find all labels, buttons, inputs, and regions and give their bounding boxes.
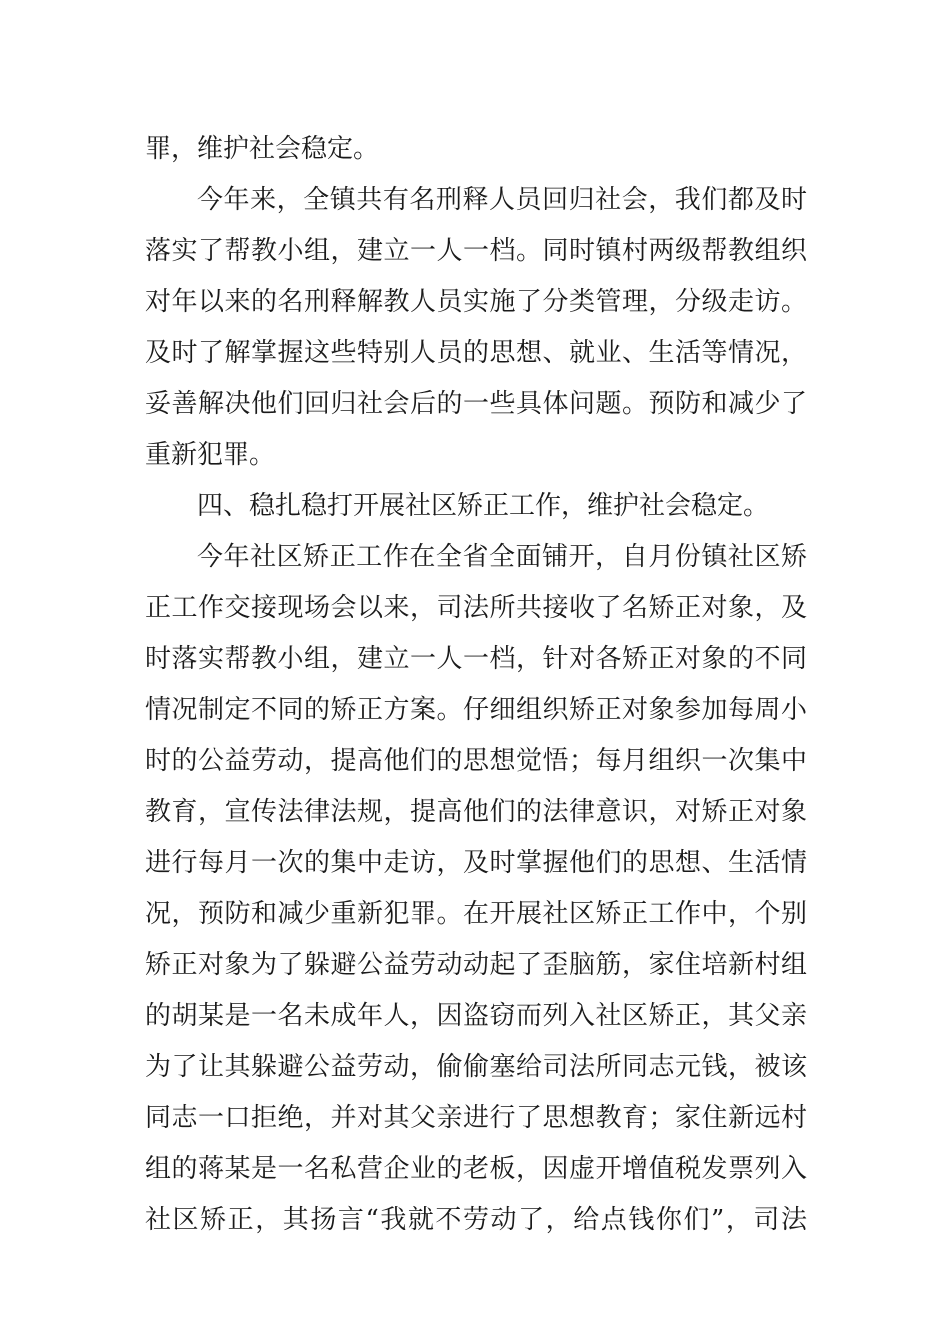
text-line: 同志一口拒绝，并对其父亲进行了思想教育；家住新远村 [145, 1103, 807, 1133]
text-line: 进行每月一次的集中走访，及时掌握他们的思想、生活情 [145, 848, 807, 878]
text-line: 时落实帮教小组，建立一人一档，针对各矫正对象的不同 [145, 644, 807, 674]
text-line: 重新犯罪。 [145, 440, 276, 470]
text-line: 矫正对象为了躲避公益劳动动起了歪脑筋，家住培新村组 [145, 950, 807, 980]
text-line: 况，预防和减少重新犯罪。在开展社区矫正工作中，个别 [145, 899, 807, 929]
text-line: 为了让其躲避公益劳动，偷偷塞给司法所同志元钱，被该 [145, 1052, 807, 1082]
paragraph-first-line: 今年社区矫正工作在全省全面铺开，自月份镇社区矫 [197, 542, 807, 572]
text-line: 社区矫正，其扬言“我就不劳动了，给点钱你们”，司法 [145, 1205, 807, 1235]
text-line: 及时了解掌握这些特别人员的思想、就业、生活等情况， [145, 338, 807, 368]
text-line: 时的公益劳动，提高他们的思想觉悟；每月组织一次集中 [145, 746, 807, 776]
text-line: 的胡某是一名未成年人，因盗窃而列入社区矫正，其父亲 [145, 1001, 807, 1031]
text-line: 教育，宣传法律法规，提高他们的法律意识，对矫正对象 [145, 797, 807, 827]
text-line: 妥善解决他们回归社会后的一些具体问题。预防和减少了 [145, 389, 807, 419]
text-line: 组的蒋某是一名私营企业的老板，因虚开增值税发票列入 [145, 1154, 807, 1184]
text-line: 情况制定不同的矫正方案。仔细组织矫正对象参加每周小 [145, 695, 807, 725]
paragraph-first-line: 今年来，全镇共有名刑释人员回归社会，我们都及时 [197, 185, 807, 215]
text-line: 正工作交接现场会以来，司法所共接收了名矫正对象，及 [145, 593, 807, 623]
text-line: 对年以来的名刑释解教人员实施了分类管理，分级走访。 [145, 287, 807, 317]
section-heading: 四、稳扎稳打开展社区矫正工作，维护社会稳定。 [197, 491, 770, 521]
text-line: 落实了帮教小组，建立一人一档。同时镇村两级帮教组织 [145, 236, 807, 266]
text-line: 罪，维护社会稳定。 [145, 134, 380, 164]
